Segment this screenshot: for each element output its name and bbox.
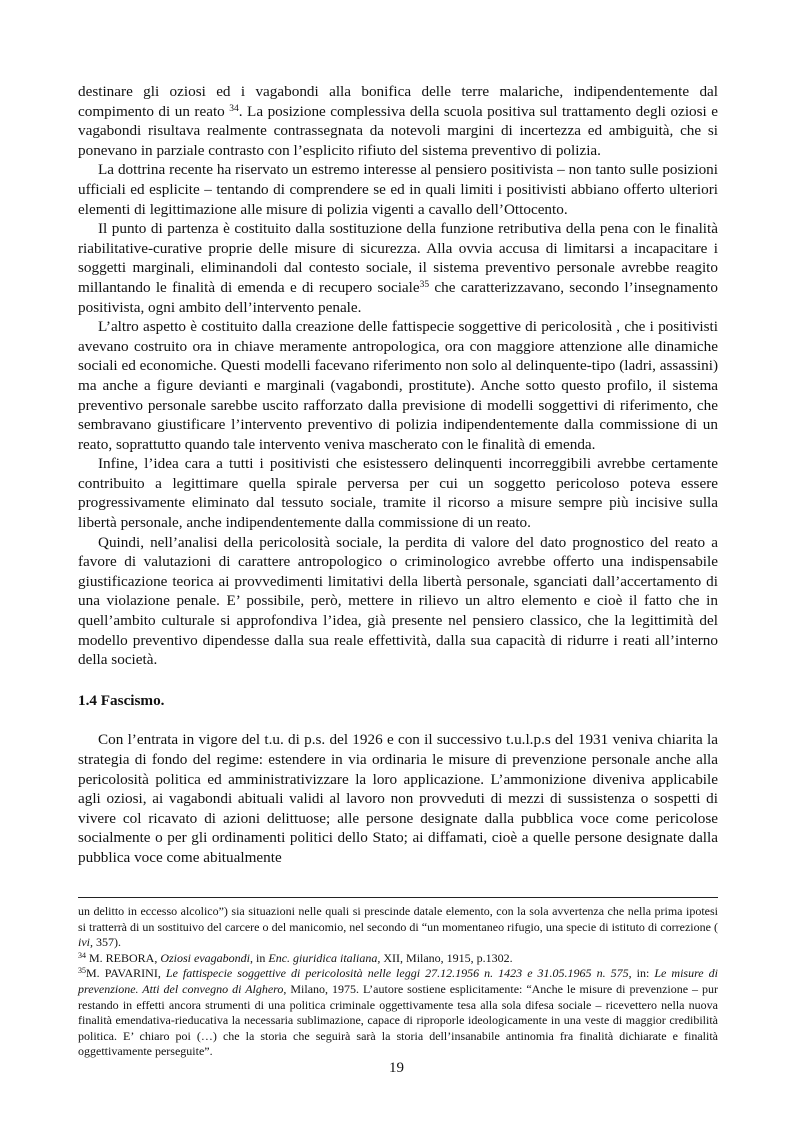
paragraph-2-text: La dottrina recente ha riservato un estremo interesse al pensiero positivista – non tanto sulle posizioni ufficiali ed esplicite – tentando di comprendere se ed in quali limiti i positivisti abbiano offerto ulteriori elementi di legittimazione alle misure di polizia vigenti a cavallo dell’Ottocento. xyxy=(78,161,718,218)
footnote-continued xyxy=(78,904,718,951)
footnote-ref-34[interactable]: 34 xyxy=(229,103,239,114)
footnote-35-title: Le fattispecie soggettive di pericolosità nelle leggi 27.12.1956 n. 1423 e 31.05.1965 n. 575 xyxy=(165,966,629,981)
footnote-34-title: Oziosi evagabondi xyxy=(160,950,251,965)
paragraph-1-text-a: destinare gli oziosi ed i vagabondi alla bonifica delle terre malariche, indipendentemente dal compimento di un reato xyxy=(78,83,718,120)
footnotes xyxy=(78,904,718,1060)
footnote-ref-35[interactable]: 35 xyxy=(419,279,430,290)
footnote-35-number: 35 xyxy=(78,966,86,976)
paragraph-5-text: Infine, l’idea cara a tutti i positivisti che esistessero delinquenti incorreggibili avrebbe certamente contribuito a legittimare quella spirale perversa per cui un soggetto pericoloso poteva essere progressivamente eliminato dal tessuto sociale, tramite il ricorso a misure sempre più incisive sulla libertà personale, anche indipendentemente dalla commissione di un reato. xyxy=(78,455,718,532)
paragraph-6-text: Quindi, nell’analisi della pericolosità sociale, la perdita di valore del dato prognostico del reato a favore di valutazioni di carattere antropologico o criminologico avrebbe offerto una indispensabile giustificazione teorica ai provvedimenti limitativi della libertà personale, sganciati dall’accertamento di una violazione penale. E’ possibile, però, mettere in rilievo un altro elemento e cioè il fatto che in quell’ambito culturale si approfondiva l’idea, già presente nel pensiero classico, che la legittimità del modello preventivo dipendesse dalla sua reale effettività, dalla sua capacità di ridurre i reati all’interno della società. xyxy=(78,533,718,669)
paragraph-1-text-b: . La posizione complessiva della scuola positiva sul trattamento degli oziosi e vagabondi risultava realmente contrassegnata da notevoli margini di incertezza ed ambiguità, che si ponevano in parziale contrasto con l’esplicito rifiuto del sistema preventivo di polizia. xyxy=(78,102,718,159)
paragraph-3-text-a: Il punto di partenza è costituito dalla sostituzione della funzione retributiva della pena con le finalità riabilitative-curative proprie delle misure di sicurezza. Alla ovvia accusa di limitarsi a incapacitare i soggetti marginali, eliminandoli dal contesto sociale, il sistema preventivo personale avrebbe reagito millantando le finalità di emenda e di recupero sociale xyxy=(78,220,718,296)
footnote-34-work: Enc. giuridica italiana, xyxy=(268,950,381,965)
paragraph-5 xyxy=(78,454,718,532)
paragraph-3-text-b: che caratterizzavano, secondo l’insegnamento positivista, ogni ambito dell’intervento penale. xyxy=(78,278,718,316)
page-body xyxy=(78,82,718,868)
footnote-34-rest: XII, Milano, 1915, p.1302. xyxy=(380,950,513,965)
footnote-continued-italic: ivi, xyxy=(78,935,93,950)
page-number: 19 xyxy=(389,1060,404,1076)
footnote-35-author: M. PAVARINI, xyxy=(86,966,166,981)
paragraph-4 xyxy=(78,317,718,454)
paragraph-1 xyxy=(78,82,718,160)
footnote-34-author: M. REBORA, xyxy=(86,950,161,965)
footnote-35-work: Le misure di prevenzione. Atti del convegno di Alghero xyxy=(78,966,719,996)
footnote-34-middle: , in xyxy=(250,950,269,965)
footnote-divider xyxy=(78,897,718,898)
body-text xyxy=(78,82,718,868)
footnote-35-middle: , in: xyxy=(628,966,655,981)
section-heading: 1.4 Fascismo. xyxy=(78,691,165,709)
paragraph-3 xyxy=(78,219,718,317)
paragraph-2 xyxy=(78,160,718,219)
paragraph-4-text: L’altro aspetto è costituito dalla creazione delle fattispecie soggettive di pericolosità , che i positivisti avevano costruito ora in chiave meramente antropologica, ora con maggiore attenzione alle dinamiche sociali ed economiche. Questi modelli facevano riferimento non solo al delinquente-tipo (ladri, assassini) ma anche a figure devianti e marginali (vagabondi, prostitute). Anche sotto questo profilo, il sistema preventivo personale sarebbe uscito rafforzato dalla previsione di modelli soggettivi di riferimento, che sembravano giustificare l’intervento preventivo di polizia indipendentemente dalla commissione di un reato, soprattutto quando tale intervento veniva mascherato con le finalità di emenda. xyxy=(78,318,718,453)
paragraph-6 xyxy=(78,533,718,670)
footnote-34-number: 34 xyxy=(78,950,86,960)
footnote-continued-text-b: 357). xyxy=(93,935,121,950)
section-paragraph: Con l’entrata in vigore del t.u. di p.s. del 1926 e con il successivo t.u.l.p.s del 1931 veniva chiarita la strategia di fondo del regime: estendere in via ordinaria le misure di prevenzione personale anche alla pericolosità politica ed amministrativizzare la loro applicazione. L’ammonizione diveniva applicabile agli oziosi, ai vagabondi abituali validi al lavoro non provveduti di mezzi di sussistenza o sospetti di vivere col ricavato di azioni delittuose; alle persone designate dalla pubblica voce come pericolose socialmente o per gli ordinamenti politici dello Stato; ai diffamati, cioè a quelle persone designate dalla pubblica voce come abitualmente xyxy=(78,731,718,866)
footnote-35-rest: , Milano, 1975. L’autore sostiene esplicitamente: “Anche le misure di prevenzione – pur restando in effetti ancora strumenti di una politica criminale oggettivamente tesa alla sola difesa sociale – ricevettero nella nuova finalità emendativa-rieducativa la necessaria sublimazione, capace di riproporle ideologicamente in una veste di maggior credibilità politica. E’ chiaro poi (…) che la storia che seguirà sarà la storia dell’insanabile antinomia fra finalità dichiarate e finalità oggettivamente perseguite”. xyxy=(78,981,718,1059)
footnote-34 xyxy=(78,951,718,967)
footnote-35 xyxy=(78,966,718,1060)
footnote-continued-text-a: un delitto in eccesso alcolico”) sia situazioni nelle quali si prescinde datale elemento, con la sola avvertenza che nella prima ipotesi si tratterrà di un sostituivo del carcere o del manicomio, nel secondo di “un momentaneo rifugio, una specie di istituto di correzione ( xyxy=(78,904,718,934)
